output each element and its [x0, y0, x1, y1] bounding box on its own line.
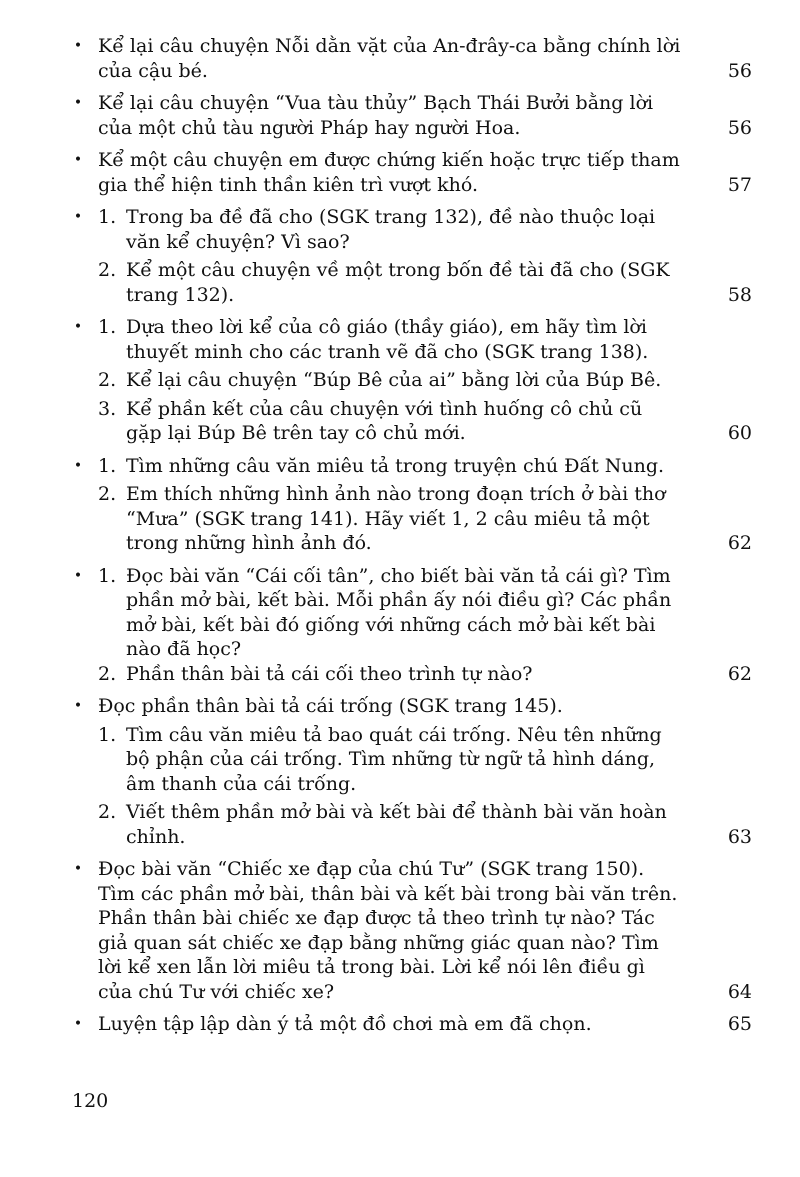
- sub-number: 1.: [98, 206, 117, 228]
- sub-item: [98, 397, 752, 446]
- page-ref: 56: [727, 116, 752, 139]
- sub-text: Kể một câu chuyện về một trong bốn đề tài đã cho (SGK trang 132).: [126, 259, 670, 306]
- sub-item: [98, 315, 752, 364]
- bullet-mark: •: [73, 319, 83, 335]
- page-ref: 64: [727, 980, 752, 1003]
- toc-entry: [72, 564, 752, 687]
- sub-number: 1.: [98, 454, 117, 477]
- sub-number: 1.: [98, 316, 117, 338]
- sub-text: Trong ba đề đã cho (SGK trang 132), đề nào thuộc loại văn kể chuyện? Vì sao?: [126, 206, 656, 253]
- toc-entry: [72, 454, 752, 556]
- page-ref: 56: [727, 59, 752, 82]
- sub-item: [98, 368, 752, 393]
- sub-text: Phần thân bài tả cái cối theo trình tự nào?: [126, 662, 533, 685]
- sub-number: 2.: [98, 662, 117, 685]
- page-ref: 65: [727, 1013, 752, 1035]
- sub-number: 2.: [98, 259, 117, 281]
- toc-entry: [72, 205, 752, 307]
- sub-text: Đọc bài văn “Cái cối tân”, cho biết bài văn tả cái gì? Tìm phần mở bài, kết bài. Mỗi phần ấy nói điều gì? Các phần mở bài, kết bài đó giống với những cách mở bài kết bài nào đã học?: [126, 564, 672, 660]
- entry-text: Kể lại câu chuyện Nỗi dằn vặt của An-đrây-ca bằng chính lời của cậu bé.: [98, 35, 681, 82]
- toc-entry: [72, 1012, 752, 1037]
- sub-item: [98, 662, 752, 687]
- sub-text: Tìm câu văn miêu tả bao quát cái trống. Nêu tên những bộ phận của cái trống. Tìm những từ ngữ tả hình dáng, âm thanh của cái trống.: [126, 723, 662, 795]
- sub-text: Kể lại câu chuyện “Búp Bê của ai” bằng lời của Búp Bê.: [126, 369, 662, 391]
- sub-text: Dựa theo lời kể của cô giáo (thầy giáo), em hãy tìm lời thuyết minh cho các tranh vẽ đã cho (SGK trang 138).: [126, 316, 649, 363]
- toc-entry: [72, 857, 752, 1004]
- sub-item: [98, 258, 752, 307]
- page-ref: 62: [727, 532, 752, 554]
- entry-text: Đọc phần thân bài tả cái trống (SGK trang 145).: [98, 695, 563, 717]
- page-ref: 58: [727, 283, 752, 306]
- toc-entry: [72, 694, 752, 849]
- bullet-mark: •: [73, 1016, 83, 1032]
- bullet-mark: •: [73, 567, 83, 584]
- page-ref: 60: [727, 422, 752, 444]
- sub-text: Tìm những câu văn miêu tả trong truyện chú Đất Nung.: [126, 454, 665, 477]
- sub-number: 3.: [98, 397, 117, 420]
- bullet-mark: •: [73, 457, 83, 474]
- entry-text: Đọc bài văn “Chiếc xe đạp của chú Tư” (SGK trang 150). Tìm các phần mở bài, thân bài và kết bài trong bài văn trên. Phần thân bài chiếc xe đạp được tả theo trình tự nào? Tác giả quan sát chiếc xe đạp bằng những giác quan nào? Tìm lời kể xen lẫn lời miêu tả trong bài. Lời kể nói lên điều gì của chú Tư với chiếc xe?: [98, 858, 678, 1003]
- page-ref: 57: [727, 173, 752, 196]
- table-of-contents: [72, 34, 752, 1037]
- bullet-mark: •: [73, 209, 83, 225]
- toc-entry: [72, 91, 752, 140]
- page-ref: 63: [727, 825, 752, 848]
- sub-text: Viết thêm phần mở bài và kết bài để thành bài văn hoàn chỉnh.: [126, 801, 667, 848]
- sub-item: [98, 454, 752, 479]
- sub-number: 2.: [98, 483, 117, 505]
- sub-text: Kể phần kết của câu chuyện với tình huống cô chủ cũ gặp lại Búp Bê trên tay cô chủ mới.: [126, 397, 643, 444]
- sub-item: [98, 800, 752, 849]
- sub-item: [98, 723, 752, 797]
- sub-item: [98, 564, 752, 662]
- sub-item: [98, 482, 752, 556]
- entry-text: Luyện tập lập dàn ý tả một đồ chơi mà em đã chọn.: [98, 1013, 592, 1035]
- bullet-mark: •: [73, 152, 83, 168]
- entry-text: Kể lại câu chuyện “Vua tàu thủy” Bạch Thái Bưởi bằng lời của một chủ tàu người Pháp hay người Hoa.: [98, 92, 654, 139]
- sub-text: Em thích những hình ảnh nào trong đoạn trích ở bài thơ “Mưa” (SGK trang 141). Hãy viết 1, 2 câu miêu tả một trong những hình ảnh đó.: [126, 483, 666, 554]
- bullet-mark: •: [73, 861, 83, 877]
- sub-number: 2.: [98, 369, 117, 391]
- sub-number: 1.: [98, 723, 117, 746]
- toc-entry: [72, 148, 752, 197]
- sub-number: 1.: [98, 564, 117, 587]
- entry-text: Kể một câu chuyện em được chứng kiến hoặc trực tiếp tham gia thể hiện tinh thần kiên trì vượt khó.: [98, 149, 680, 196]
- bullet-mark: •: [73, 698, 83, 714]
- bullet-mark: •: [73, 95, 83, 111]
- sub-item: [98, 205, 752, 254]
- toc-entry: [72, 315, 752, 446]
- sub-number: 2.: [98, 801, 117, 823]
- page-number: 120: [72, 1090, 109, 1112]
- bullet-mark: •: [73, 38, 83, 54]
- page-ref: 62: [727, 662, 752, 685]
- toc-entry: [72, 34, 752, 83]
